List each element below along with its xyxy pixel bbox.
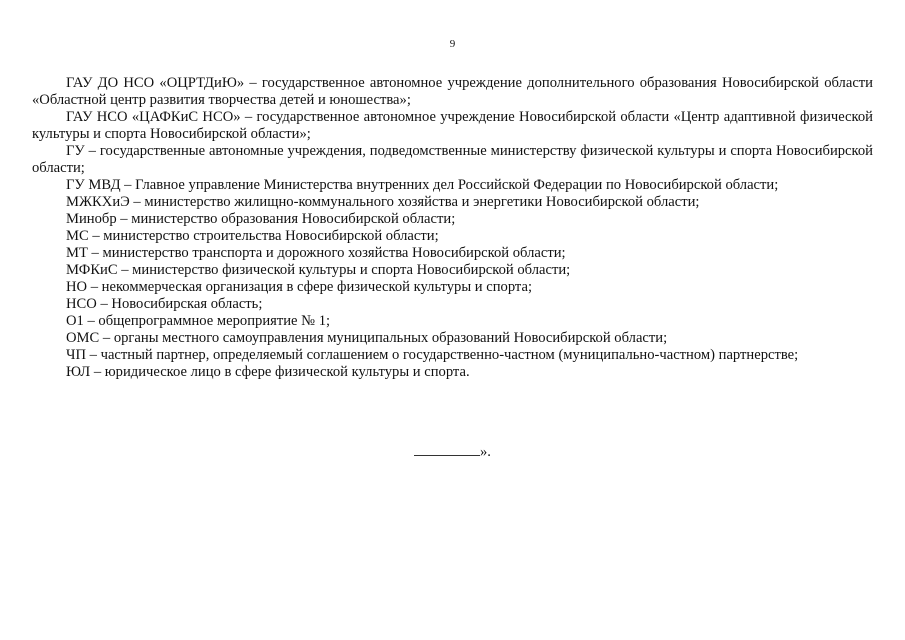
page-number: 9 (449, 38, 456, 50)
abbreviations-list (32, 75, 873, 381)
signature-line (414, 442, 480, 456)
abbreviation-item: О1 – общепрограммное мероприятие № 1; (66, 313, 331, 329)
abbreviation-item: НО – некоммерческая организация в сфере физической культуры и спорта; (66, 279, 533, 295)
abbreviation-item: ГУ МВД – Главное управление Министерства внутренних дел Российской Федерации по Новосибирской области; (66, 177, 779, 193)
abbreviation-item: ГУ – государственные автономные учреждения, подведомственные министерству физической культуры и спорта Новосибирской области; (32, 143, 873, 176)
abbreviation-item: ЮЛ – юридическое лицо в сфере физической культуры и спорта. (66, 364, 470, 380)
closing-mark (414, 442, 491, 461)
abbreviation-item: ЧП – частный партнер, определяемый соглашением о государственно-частном (муниципально-частном) партнерстве; (66, 347, 799, 363)
abbreviation-item: МТ – министерство транспорта и дорожного хозяйства Новосибирской области; (66, 245, 566, 261)
abbreviation-item: Минобр – министерство образования Новосибирской области; (66, 211, 456, 227)
abbreviation-item: ОМС – органы местного самоуправления муниципальных образований Новосибирской области; (66, 330, 668, 346)
closing-quote: ». (480, 444, 491, 460)
abbreviation-item: МФКиС – министерство физической культуры и спорта Новосибирской области; (66, 262, 571, 278)
abbreviation-item: ГАУ НСО «ЦАФКиС НСО» – государственное автономное учреждение Новосибирской области «Центр адаптивной физической культуры и спорта Новосибирской области»; (32, 109, 873, 142)
abbreviation-item: НСО – Новосибирская область; (66, 296, 263, 312)
abbreviation-item: ГАУ ДО НСО «ОЦРТДиЮ» – государственное автономное учреждение дополнительного образования Новосибирской области «Областной центр развития творчества детей и юношества»; (32, 75, 873, 108)
abbreviation-item: МС – министерство строительства Новосибирской области; (66, 228, 439, 244)
abbreviation-item: МЖКХиЭ – министерство жилищно-коммунального хозяйства и энергетики Новосибирской области; (66, 194, 700, 210)
